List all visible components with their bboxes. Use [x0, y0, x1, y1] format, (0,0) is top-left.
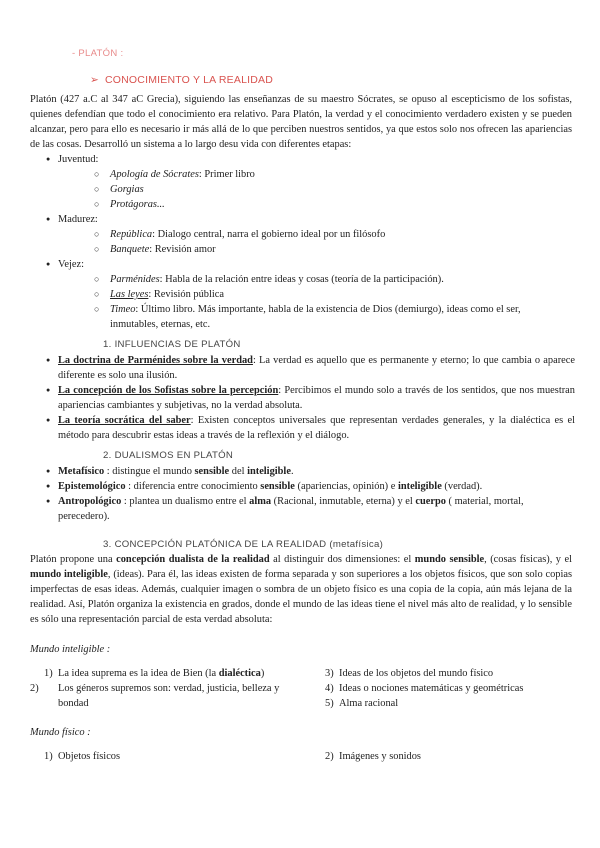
list-item: 4) Ideas o nociones matemáticas y geométricas [325, 683, 524, 694]
list-item: ● Epistemológico : diferencia entre conocimiento sensible (apariencias, opinión) e inteligible (verdad). [30, 479, 575, 494]
section-title-concepcion: 3. CONCEPCIÓN PLATÓNICA DE LA REALIDAD (metafísica) [103, 539, 384, 550]
item-desc: : Percibimos el mundo solo a través de los sentidos, que nos muestran apariencias cambiantes y subjetivas, no la verdad absoluta. [58, 385, 575, 411]
stage-vejez: ● Vejez: [30, 257, 575, 272]
section-title-dualismos: 2. DUALISMOS EN PLATÓN [103, 450, 234, 461]
work-desc: : Revisión amor [149, 244, 216, 255]
inteligible-left-list [30, 666, 304, 711]
list-item [30, 227, 575, 242]
item-desc: : La verdad es aquello que es permanente y eterno; lo que cambia o aparece diferente es solo una ilusión. [58, 355, 575, 381]
list-item [30, 413, 575, 443]
section-heading-conocimiento [90, 73, 273, 88]
work-title: Las leyes [110, 289, 149, 300]
item-term: La concepción de los Sofistas sobre la percepción [58, 385, 279, 396]
list-item [30, 287, 575, 302]
list-item: 3) Ideas de los objetos del mundo físico [325, 668, 494, 679]
work-title: Apología de Sócrates [110, 169, 199, 180]
list-item [30, 383, 575, 413]
dualisms-list [30, 464, 575, 524]
work-desc: : Primer libro [198, 169, 255, 180]
section-title: CONOCIMIENTO Y LA REALIDAD [105, 74, 273, 86]
list-item: 1) La idea suprema es la idea de Bien (la dialéctica) [44, 668, 265, 679]
list-item: ● Antropológico : plantea un dualismo entre el alma (Racional, inmutable, eterna) y el cuerpo ( material, mortal, perecedero). [30, 494, 575, 524]
list-item [30, 242, 575, 257]
list-item: 2) Los géneros supremos son: verdad, justicia, belleza y bondad [30, 683, 280, 709]
fisico-right-item: 2) Imágenes y sonidos [325, 751, 421, 762]
list-item: ● Metafísico : distingue el mundo sensible del inteligible. [30, 464, 575, 479]
fisico-left-item: 1) Objetos físicos [44, 751, 121, 762]
inteligible-right-list [325, 666, 575, 711]
work-title: Gorgias [110, 184, 144, 195]
work-title: Banquete [110, 244, 150, 255]
list-item: 5) Alma racional [325, 698, 399, 709]
work-title: Protágoras... [110, 199, 165, 210]
page-top-label: - PLATÓN : [72, 48, 124, 59]
mundo-fisico-label: Mundo físico : [30, 727, 91, 738]
work-desc: : Revisión pública [148, 289, 225, 300]
list-item [30, 167, 575, 182]
work-title: Parménides [110, 274, 160, 285]
list-item [30, 272, 575, 287]
stages-list [30, 152, 575, 332]
work-title: Timeo [110, 304, 136, 315]
work-desc: : Dialogo central, narra el gobierno ideal por un filósofo [152, 229, 386, 240]
concepcion-paragraph: Platón propone una concepción dualista de la realidad al distinguir dos dimensiones: el mundo sensible, (cosas físicas), y el mundo inteligible, (ideas). Para él, las ideas existen de forma separada y son superiores a los objetos físicos, que son solo copias imperfectas de esas ideas. Además, cualquier imagen o sombra de un objeto físico es una copia de la copia, aún más lejana de la realidad. Así, Platón organiza la existencia en grados, donde el mundo de las ideas tiene el nivel más alto de realidad, y lo sensible es sólo una representación parcial de esta verdad absoluta: [30, 554, 573, 625]
intro-paragraph: Platón (427 a.C al 347 aC Grecia), siguiendo las enseñanzas de su maestro Sócrates, se opuso al escepticismo de los sofistas, quienes defendían que todo el conocimiento era relativo. Para Platón, la verdad y el conocimiento verdadero existen y se pueden alcanzar, pero para ello es necesario ir más allá de lo que perciben nuestros sentidos, ya que estos solo nos ofrecen las apariencias de las cosas. Desarrolló un sistema a lo largo desu vida con diferentes etapas: [30, 94, 572, 150]
work-desc: : Habla de la relación entre ideas y cosas (teoría de la participación). [159, 274, 444, 285]
item-term: La teoría socrática del saber [58, 415, 191, 426]
work-desc: : Último libro. Más importante, habla de la existencia de Dios (demiurgo), ideas como el ser, inmutables, eternas, etc. [110, 304, 521, 330]
arrow-bullet-icon: ➢ [90, 74, 99, 86]
item-desc: : Existen conceptos universales que representan verdades generales, y la dialéctica es el método para descubrir estas ideas a través de la reflexión y el diálogo. [58, 415, 575, 441]
list-item [30, 302, 575, 332]
list-item [30, 197, 575, 212]
stage-juventud: ● Juventud: [30, 152, 575, 167]
list-item [30, 353, 575, 383]
section-title-influencias: 1. INFLUENCIAS DE PLATÓN [103, 339, 241, 350]
mundo-inteligible-label: Mundo inteligible : [30, 644, 111, 655]
list-item [30, 182, 575, 197]
work-title: República [110, 229, 153, 240]
stage-madurez: ● Madurez: [30, 212, 575, 227]
influences-list [30, 353, 575, 443]
item-term: La doctrina de Parménides sobre la verdad [58, 355, 253, 366]
